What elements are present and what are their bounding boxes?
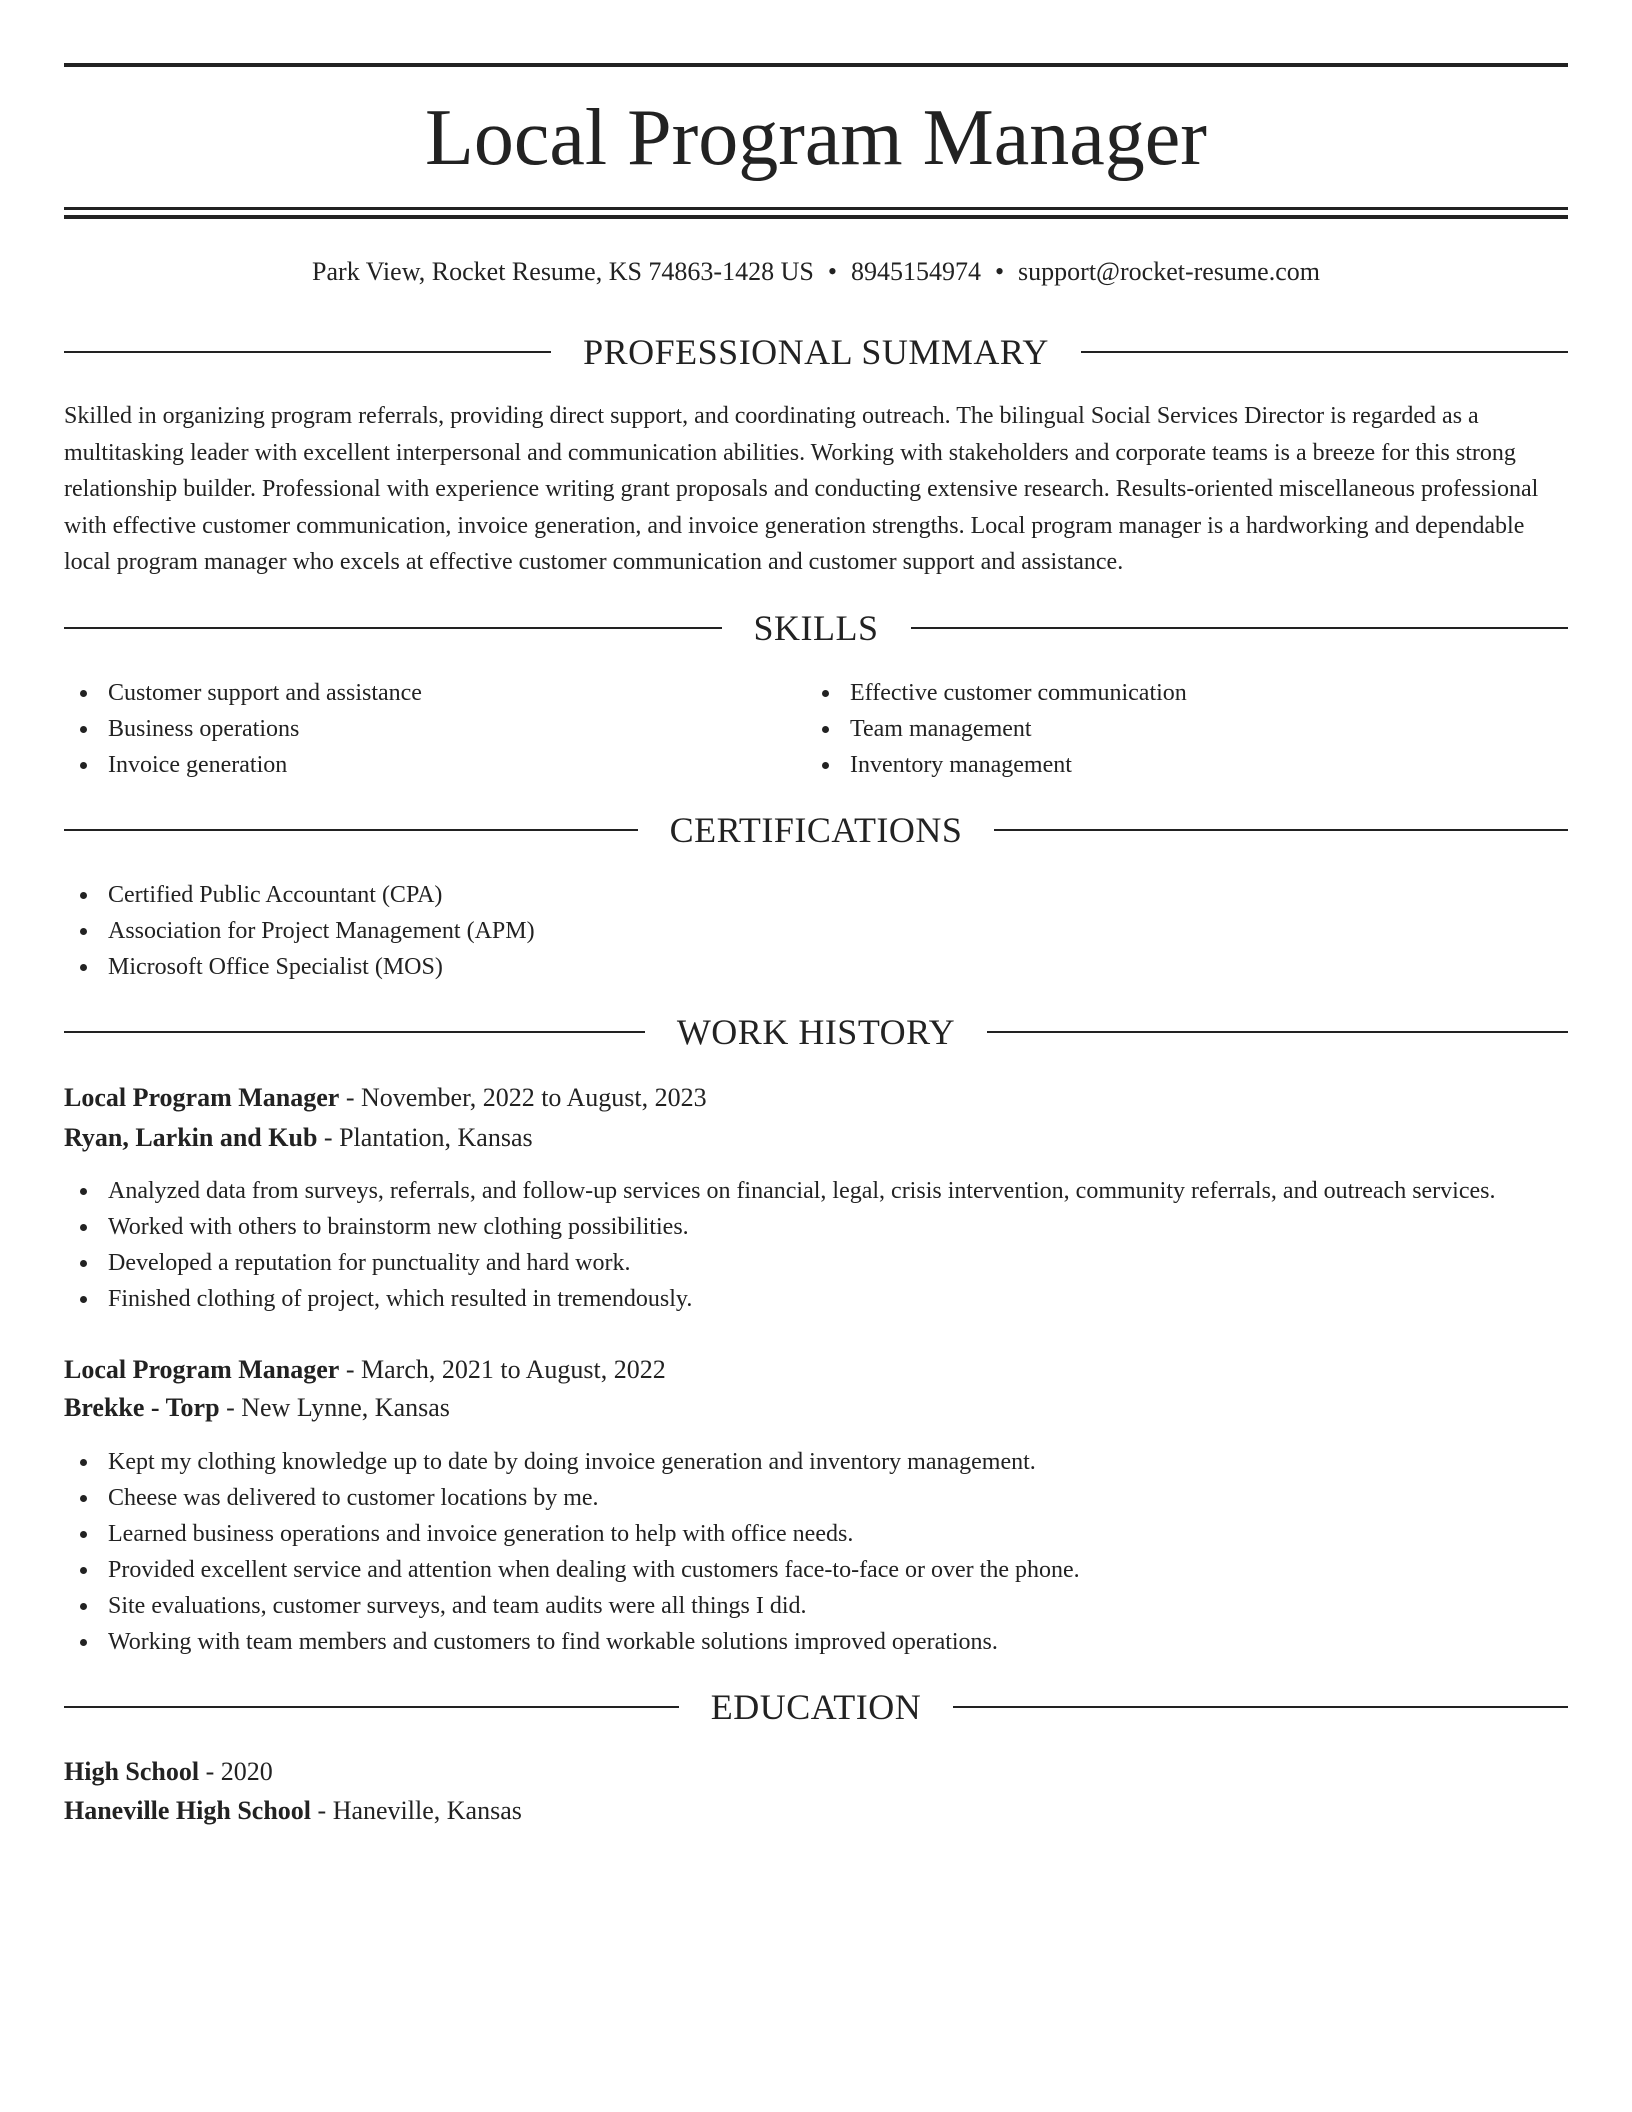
job-title-line: [64, 1350, 1568, 1390]
contact-separator: •: [994, 257, 1005, 286]
education-location: - Haneville, Kansas: [311, 1796, 522, 1825]
job-company: Ryan, Larkin and Kub: [64, 1123, 318, 1152]
summary-heading: PROFESSIONAL SUMMARY: [583, 332, 1049, 372]
header-double-rule-lower: [64, 215, 1568, 219]
resume-name: Local Program Manager: [425, 94, 1207, 182]
heading-rule-left: [64, 1031, 645, 1033]
skill-item: Invoice generation: [64, 747, 804, 783]
education-school: Haneville High School: [64, 1796, 312, 1825]
certification-item: Association for Project Management (APM): [64, 913, 1568, 949]
job-company-line: [64, 1118, 1568, 1158]
certification-item: Certified Public Accountant (CPA): [64, 877, 1568, 913]
skills-column-left: [64, 675, 804, 783]
job-bullet: Site evaluations, customer surveys, and team audits were all things I did.: [64, 1588, 1568, 1624]
contact-email: support@rocket-resume.com: [1018, 257, 1320, 286]
education-year: - 2020: [199, 1757, 273, 1786]
heading-rule-left: [64, 627, 722, 629]
contact-address: Park View, Rocket Resume, KS 74863-1428 US: [312, 257, 814, 286]
job-bullet: Developed a reputation for punctuality and hard work.: [64, 1245, 1568, 1281]
education-degree: High School: [64, 1757, 200, 1786]
heading-rule-right: [994, 829, 1568, 831]
job-bullet-list: [64, 1444, 1568, 1660]
job-bullet: Finished clothing of project, which resulted in tremendously.: [64, 1281, 1568, 1317]
heading-rule-left: [64, 351, 551, 353]
heading-rule-right: [953, 1706, 1568, 1708]
job-dates: - March, 2021 to August, 2022: [339, 1355, 666, 1384]
job-company-line: [64, 1388, 1568, 1428]
heading-rule-right: [911, 627, 1569, 629]
work-heading: WORK HISTORY: [676, 1012, 956, 1052]
job-company: Brekke - Torp: [64, 1393, 220, 1422]
skill-item: Customer support and assistance: [64, 675, 804, 711]
job-bullet: Cheese was delivered to customer locations by me.: [64, 1480, 1568, 1516]
certification-item: Microsoft Office Specialist (MOS): [64, 949, 1568, 985]
contact-line: [64, 252, 1568, 292]
skills-heading: SKILLS: [753, 608, 879, 648]
education-degree-line: [64, 1752, 1568, 1792]
skill-item: Business operations: [64, 711, 804, 747]
heading-rule-right: [1081, 351, 1568, 353]
job-bullet: Provided excellent service and attention when dealing with customers face-to-face or over the phone.: [64, 1552, 1568, 1588]
contact-separator: •: [827, 257, 837, 286]
work-section-heading: [64, 1008, 1568, 1056]
certifications-list: [64, 877, 1568, 985]
summary-section-heading: [64, 328, 1568, 376]
header-top-rule: [64, 63, 1568, 67]
skill-item: Team management: [806, 711, 1546, 747]
job-bullet: Kept my clothing knowledge up to date by doing invoice generation and inventory management.: [64, 1444, 1568, 1480]
heading-rule-right: [987, 1031, 1568, 1033]
job-dates: - November, 2022 to August, 2023: [339, 1083, 707, 1112]
contact-phone: 8945154974: [850, 257, 981, 286]
job-title-line: [64, 1078, 1568, 1118]
job-location: - New Lynne, Kansas: [219, 1393, 450, 1422]
summary-text: Skilled in organizing program referrals, providing direct support, and coordinating outreach. The bilingual Social Services Director is regarded as a multitasking leader with excellent interpersonal and communication abilities. Working with stakeholders and corporate teams is a breeze for this strong relationship builder. Professional with experience writing grant proposals and conducting extensive research. Results-oriented miscellaneous professional with effective customer communication, invoice generation, and invoice generation strengths. Local program manager is a hardworking and dependable local program manager who excels at effective customer communication and customer support and assistance.: [64, 403, 1539, 575]
job-title: Local Program Manager: [64, 1355, 340, 1384]
heading-rule-left: [64, 1706, 679, 1708]
job-bullet: Learned business operations and invoice generation to help with office needs.: [64, 1516, 1568, 1552]
certifications-heading: CERTIFICATIONS: [669, 810, 963, 850]
skill-item: Inventory management: [806, 747, 1546, 783]
header-double-rule-upper: [64, 207, 1568, 210]
education-heading: EDUCATION: [710, 1687, 922, 1727]
job-bullet: Working with team members and customers to find workable solutions improved operations.: [64, 1624, 1568, 1660]
skill-item: Effective customer communication: [806, 675, 1546, 711]
heading-rule-left: [64, 829, 638, 831]
skills-column-right: [806, 675, 1546, 783]
job-location: - Plantation, Kansas: [317, 1123, 533, 1152]
certifications-section-heading: [64, 806, 1568, 854]
education-school-line: [64, 1791, 1568, 1831]
education-section-heading: [64, 1683, 1568, 1731]
skills-section-heading: [64, 604, 1568, 652]
job-bullet-list: [64, 1173, 1568, 1317]
job-bullet: Worked with others to brainstorm new clothing possibilities.: [64, 1209, 1568, 1245]
job-title: Local Program Manager: [64, 1083, 340, 1112]
job-bullet: Analyzed data from surveys, referrals, and follow-up services on financial, legal, crisis intervention, community referrals, and outreach services.: [64, 1173, 1568, 1209]
